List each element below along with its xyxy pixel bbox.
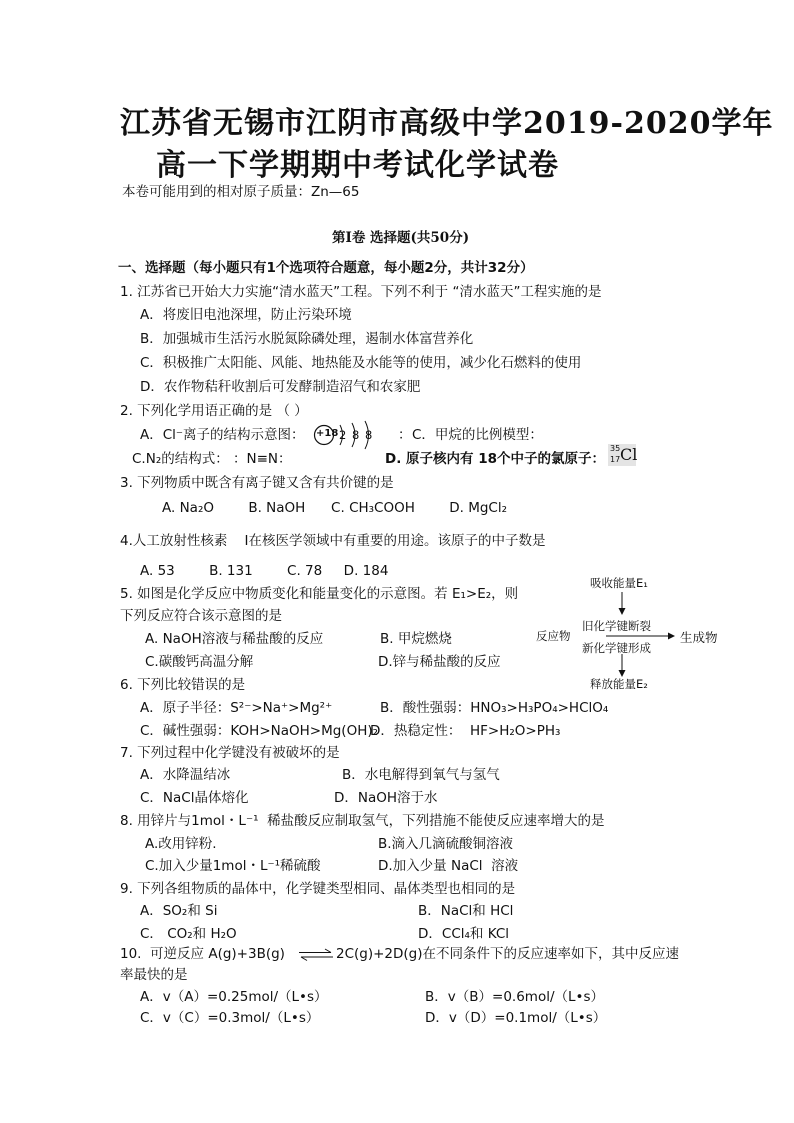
atomic-number: 17 bbox=[610, 455, 621, 464]
q1-option-b: B．加强城市生活污水脱氮除磷处理，遏制水体富营养化 bbox=[140, 331, 474, 347]
q5-option-d: D.锌与稀盐酸的反应 bbox=[378, 654, 501, 670]
q7-option-c: C．NaCl晶体熔化 bbox=[140, 790, 249, 806]
q2-option-a-colon: ： bbox=[398, 427, 412, 443]
q5-stem-line1: 5. 如图是化学反应中物质变化和能量变化的示意图。若 E₁>E₂，则 bbox=[120, 586, 519, 602]
part1-header: 一、选择题（每小题只有1个选项符合题意，每小题2分，共计32分） bbox=[118, 260, 534, 276]
q9-option-b: B．NaCl和 HCl bbox=[418, 903, 514, 919]
atomic-mass-note: 本卷可能用到的相对原子质量：Zn—65 bbox=[122, 184, 360, 200]
q10-option-b: B．v（B）=0.6mol/（L•s） bbox=[425, 989, 605, 1005]
q9-option-d: D．CCl₄和 KCl bbox=[418, 926, 509, 942]
q1-option-a: A．将废旧电池深埋，防止污染环境 bbox=[140, 307, 352, 323]
title-line-1: 江苏省无锡市江阴市高级中学2019-2020学年 bbox=[120, 106, 774, 141]
q10-option-c: C．v（C）=0.3mol/（L•s） bbox=[140, 1010, 320, 1026]
q2-option-a-text: A．Cl⁻离子的结构示意图： bbox=[140, 427, 305, 443]
q8-option-a: A.改用锌粉. bbox=[145, 836, 217, 852]
q10-stem-part2: 2C(g)+2D(g)在不同条件下的反应速率如下，其中反应速 bbox=[336, 946, 680, 962]
section-header: 第Ⅰ卷 选择题(共50分) bbox=[332, 230, 470, 246]
q4-stem: 4.人工放射性核素 I在核医学领域中有重要的用途。该原子的中子数是 bbox=[120, 533, 546, 549]
q2-stem: 2. 下列化学用语正确的是 （ ） bbox=[120, 403, 308, 419]
q9-stem: 9. 下列各组物质的晶体中，化学键类型相同、晶体类型也相同的是 bbox=[120, 881, 516, 897]
mass-number: 35 bbox=[610, 444, 621, 453]
q1-option-d: D．农作物秸秆收割后可发酵制造沼气和农家肥 bbox=[140, 379, 421, 395]
q5-option-c: C.碳酸钙高温分解 bbox=[145, 654, 254, 670]
product-label: 生成物 bbox=[680, 630, 718, 645]
electron-shells: 2 8 8 bbox=[339, 428, 373, 442]
chlorine-symbol: Cl bbox=[620, 445, 638, 464]
q10-stem-line2: 率最快的是 bbox=[120, 967, 188, 983]
q6-option-b: B．酸性强弱：HNO₃>H₃PO₄>HClO₄ bbox=[380, 700, 609, 716]
chlorine-isotope-box bbox=[608, 444, 636, 466]
q10-stem-part1: 10. 可逆反应 A(g)+3B(g) bbox=[120, 946, 285, 962]
nucleus-charge: +18 bbox=[316, 428, 339, 439]
bond-forming-label: 新化学键形成 bbox=[582, 641, 651, 655]
q5-option-a: A. NaOH溶液与稀盐酸的反应 bbox=[145, 631, 324, 647]
q3-options: A. Na₂O B. NaOH C. CH₃COOH D. MgCl₂ bbox=[162, 500, 508, 516]
q5-stem-line2: 下列反应符合该示意图的是 bbox=[120, 608, 282, 624]
q10-option-a: A．v（A）=0.25mol/（L•s） bbox=[140, 989, 328, 1005]
q5-option-b: B. 甲烷燃烧 bbox=[380, 631, 452, 647]
equilibrium-arrow-icon bbox=[297, 948, 335, 962]
absorb-energy-label: 吸收能量E₁ bbox=[590, 576, 648, 590]
reactant-label: 反应物 bbox=[536, 629, 571, 643]
q9-option-a: A．SO₂和 Si bbox=[140, 903, 218, 919]
q2-option-d: D. 原子核内有 18个中子的氯原子： bbox=[385, 451, 606, 467]
q6-option-a: A．原子半径：S²⁻>Na⁺>Mg²⁺ bbox=[140, 700, 333, 716]
q8-option-d: D.加入少量 NaCl 溶液 bbox=[378, 858, 519, 874]
q1-option-c: C．积极推广太阳能、风能、地热能及水能等的使用，减少化石燃料的使用 bbox=[140, 355, 582, 371]
q6-option-c: C．碱性强弱：KOH>NaOH>Mg(OH)₂ bbox=[140, 723, 379, 739]
q2-option-c: C.N₂的结构式： ：N≡N： bbox=[132, 451, 292, 467]
q2-option-b: C．甲烷的比例模型： bbox=[412, 427, 543, 443]
q4-options: A. 53 B. 131 C. 78 D. 184 bbox=[140, 563, 389, 579]
bond-breaking-label: 旧化学键断裂 bbox=[582, 619, 651, 633]
q9-option-c: C． CO₂和 H₂O bbox=[140, 926, 237, 942]
q8-option-b: B.滴入几滴硫酸铜溶液 bbox=[378, 836, 514, 852]
q8-option-c: C.加入少量1mol・L⁻¹稀硫酸 bbox=[145, 858, 321, 874]
q7-option-b: B．水电解得到氧气与氢气 bbox=[342, 767, 500, 783]
q7-stem: 7. 下列过程中化学键没有被破坏的是 bbox=[120, 745, 340, 761]
q1-stem: 1. 江苏省已开始大力实施“清水蓝天”工程。下列不利于 “清水蓝天”工程实施的是 bbox=[120, 284, 602, 300]
release-energy-label: 释放能量E₂ bbox=[590, 677, 648, 691]
q6-stem: 6. 下列比较错误的是 bbox=[120, 677, 246, 693]
q10-option-d: D．v（D）=0.1mol/（L•s） bbox=[425, 1010, 607, 1026]
q7-option-d: D．NaOH溶于水 bbox=[334, 790, 438, 806]
q6-option-d: D．热稳定性： HF>H₂O>PH₃ bbox=[370, 723, 561, 739]
q8-stem: 8. 用锌片与1mol・L⁻¹ 稀盐酸反应制取氢气，下列措施不能使反应速率增大的是 bbox=[120, 813, 605, 829]
q3-stem: 3. 下列物质中既含有离子键又含有共价键的是 bbox=[120, 475, 394, 491]
energy-change-diagram bbox=[530, 574, 760, 694]
title-line-2: 高一下学期期中考试化学试卷 bbox=[156, 148, 559, 183]
q7-option-a: A．水降温结冰 bbox=[140, 767, 231, 783]
